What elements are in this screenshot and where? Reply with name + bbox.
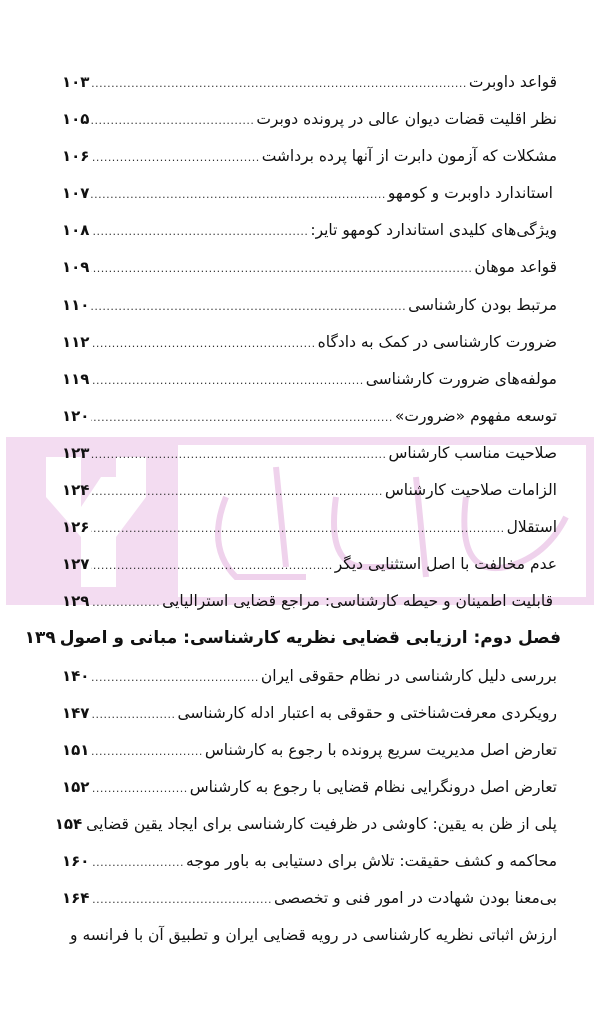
toc-entry[interactable] xyxy=(62,361,557,398)
toc-entry[interactable] xyxy=(62,917,557,954)
toc-page-number: ۱۰۶ xyxy=(62,147,90,166)
dot-leader xyxy=(91,696,175,733)
dot-leader xyxy=(91,844,184,881)
dot-leader xyxy=(91,399,392,436)
toc-page-number: ۱۴۰ xyxy=(62,666,90,685)
toc-page-number: ۱۲۳ xyxy=(62,443,90,462)
dot-leader xyxy=(91,770,187,807)
toc-page-number: ۱۵۲ xyxy=(62,777,90,796)
toc-entry[interactable] xyxy=(62,658,557,695)
dot-leader xyxy=(91,325,315,362)
toc-page-number: ۱۲۹ xyxy=(62,592,90,611)
dot-leader xyxy=(91,473,382,510)
toc-entry-title: توسعه مفهوم «ضرورت» xyxy=(394,406,557,425)
toc-entry[interactable] xyxy=(62,732,557,769)
toc-page-number: ۱۲۶ xyxy=(62,518,90,537)
toc-entry-title: الزامات صلاحیت کارشناس xyxy=(384,481,557,500)
toc-page-number: ۱۵۴ xyxy=(54,814,83,833)
toc-entry[interactable] xyxy=(54,806,557,843)
dot-leader xyxy=(91,436,386,473)
toc-entry[interactable] xyxy=(62,695,557,732)
toc-entry-title: مرتبط بودن کارشناسی xyxy=(408,295,557,314)
toc-entry-title: رویکردی معرفت‌شناختی و حقوقی به اعتبار ادله کارشناسی xyxy=(177,703,557,722)
dot-leader xyxy=(91,250,472,287)
toc-entry-title: مشکلات که آزمون دابرت از آنها پرده برداشت xyxy=(261,147,557,166)
toc-entry-title: تعارض اصل درونگرایی نظام قضایی با رجوع به کارشناس xyxy=(189,777,557,796)
toc-entry[interactable] xyxy=(62,101,557,138)
toc-page-number: ۱۰۸ xyxy=(62,221,90,240)
toc-entry[interactable] xyxy=(62,287,557,324)
toc-page-number: ۱۰۵ xyxy=(62,110,90,129)
toc-page-number: ۱۰۷ xyxy=(62,184,90,203)
toc-page-number: ۱۵۱ xyxy=(62,740,90,759)
toc-entry-title: بررسی دلیل کارشناسی در نظام حقوقی ایران xyxy=(260,666,557,685)
toc-entry[interactable] xyxy=(62,138,557,175)
toc-page-number: ۱۲۷ xyxy=(62,555,90,574)
toc-page-number: ۱۱۹ xyxy=(62,369,90,388)
toc-entry[interactable] xyxy=(62,324,557,361)
dot-leader xyxy=(91,510,504,547)
dot-leader xyxy=(91,362,363,399)
dot-leader xyxy=(91,659,258,696)
toc-entry[interactable] xyxy=(62,64,557,101)
dot-leader xyxy=(91,65,466,102)
toc-page-number: ۱۶۴ xyxy=(62,889,90,908)
dot-leader xyxy=(91,176,385,213)
toc-entry-title: ارزش اثباتی نظریه کارشناسی در رویه قضایی ایران و تطبیق آن با فرانسه و xyxy=(70,926,557,945)
toc-entry[interactable] xyxy=(62,472,557,509)
dot-leader xyxy=(91,102,254,139)
toc-page-number: ۱۳۹ xyxy=(24,628,56,649)
toc-entry-title: فصل دوم: ارزیابی قضایی نظریه کارشناسی: مبانی و اصول xyxy=(59,628,561,649)
toc-entry-title: نظر اقلیت قضات دیوان عالی در پرونده دوبرت xyxy=(256,110,557,129)
toc-entry[interactable] xyxy=(62,769,557,806)
toc-entry-title: صلاحیت مناسب کارشناس xyxy=(388,443,557,462)
toc-entry-title: قابلیت اطمینان و حیطه کارشناسی: مراجع قضایی استرالیایی xyxy=(162,592,553,611)
dot-leader xyxy=(91,139,259,176)
toc-entry-title: مولفه‌های ضرورت کارشناسی xyxy=(365,369,557,388)
toc-entry[interactable] xyxy=(62,843,557,880)
dot-leader xyxy=(91,547,332,584)
toc-page-number: ۱۲۰ xyxy=(62,406,90,425)
toc-entry-title: عدم مخالفت با اصل استثنایی دیگر xyxy=(334,555,557,574)
toc-entry[interactable] xyxy=(62,509,557,546)
toc-page-number: ۱۴۷ xyxy=(62,703,90,722)
toc-page-number: ۱۶۰ xyxy=(62,851,90,870)
toc-entry-title: استقلال xyxy=(506,518,557,537)
toc-page-number: ۱۱۰ xyxy=(62,295,90,314)
toc-entry-title: قواعد موهان xyxy=(474,258,557,277)
dot-leader xyxy=(91,213,308,250)
toc-entry-title: پلی از ظن به یقین: کاوشی در ظرفیت کارشناسی برای ایجاد یقین قضایی xyxy=(86,814,557,833)
toc-entry[interactable] xyxy=(62,583,557,620)
toc-entry[interactable] xyxy=(62,435,557,472)
table-of-contents xyxy=(24,64,561,954)
toc-page-number: ۱۱۲ xyxy=(62,332,90,351)
toc-entry-title: استاندارد داوبرت و کومهو xyxy=(387,184,553,203)
toc-entry-title: قواعد داوبرت xyxy=(468,73,557,91)
toc-entry[interactable] xyxy=(62,546,557,583)
toc-entry[interactable] xyxy=(62,398,557,435)
dot-leader xyxy=(91,288,406,325)
toc-entry-title: محاکمه و کشف حقیقت: تلاش برای دستیابی به باور موجه xyxy=(186,851,557,870)
toc-entry[interactable] xyxy=(62,175,557,212)
toc-entry[interactable] xyxy=(62,212,557,249)
toc-entry-title: ضرورت کارشناسی در کمک به دادگاه xyxy=(317,332,557,351)
toc-entry-title: بی‌معنا بودن شهادت در امور فنی و تخصصی xyxy=(274,889,557,908)
dot-leader xyxy=(91,733,202,770)
toc-page-number: ۱۰۳ xyxy=(62,73,90,91)
toc-entry-title: تعارض اصل مدیریت سریع پرونده با رجوع به کارشناس xyxy=(204,740,557,759)
toc-entry-title: ویژگی‌های کلیدی استاندارد کومهو تایر: xyxy=(310,221,557,240)
toc-chapter-heading[interactable] xyxy=(24,620,561,657)
toc-page-number: ۱۰۹ xyxy=(62,258,90,277)
toc-entry[interactable] xyxy=(62,880,557,917)
toc-entry[interactable] xyxy=(62,249,557,286)
toc-page-number: ۱۲۴ xyxy=(62,481,90,500)
dot-leader xyxy=(91,584,160,621)
dot-leader xyxy=(91,881,272,918)
